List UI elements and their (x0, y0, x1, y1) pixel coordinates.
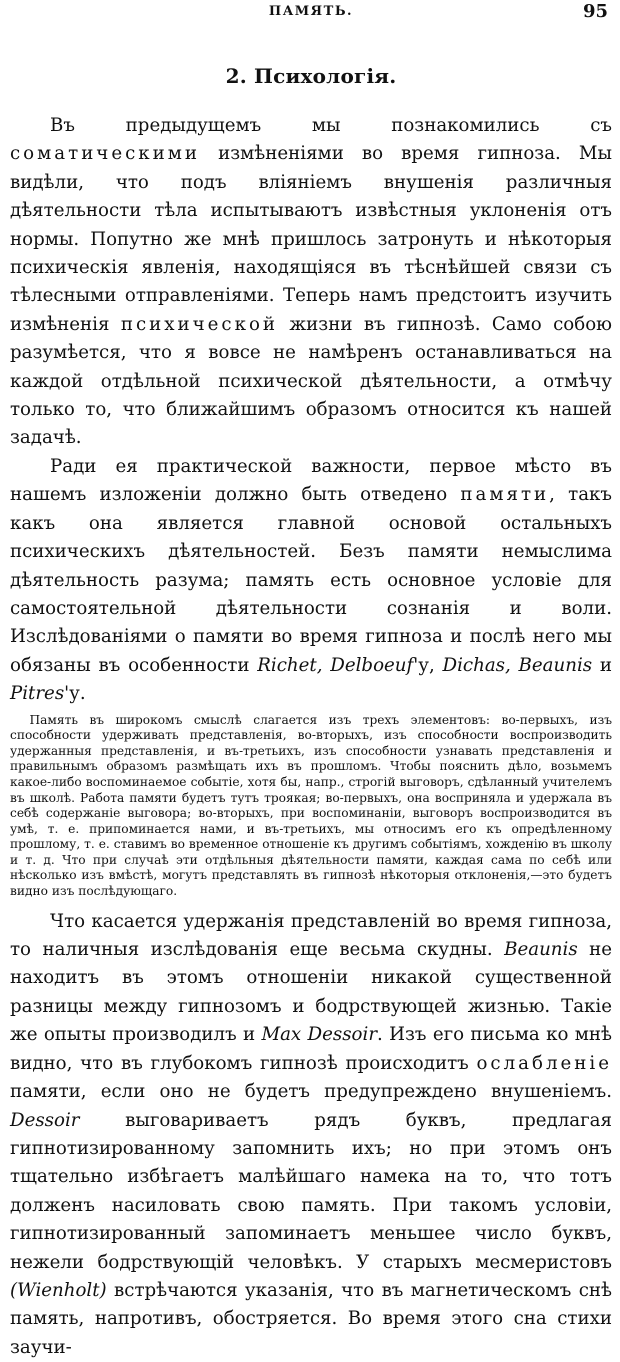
author-name: (Wienholt) (10, 1279, 107, 1301)
author-name: Beaunis (504, 939, 578, 961)
text-run: выговариваетъ рядъ буквъ, предлагая гипнотизированному запомнить ихъ; но при этомъ онъ тщательно избѣгаетъ малѣйшаго намека на то, что тотъ долженъ насиловать свою память. При такомъ условіи, гипнотизированный запоминаетъ меньшее число буквъ, нежели бодрствующій человѣкъ. У старыхъ месмеристовъ (10, 1109, 612, 1273)
emphasis-psychic: психической (120, 313, 279, 335)
text-run: Ради ея практической важности, первое мѣсто въ нашемъ изложеніи должно быть отведено (10, 455, 612, 506)
section-heading: 2. Психологія. (225, 64, 397, 88)
running-title: ПАМЯТЬ. (268, 4, 354, 19)
author-name: Dessoir (10, 1109, 80, 1131)
paragraph-retention (10, 908, 612, 1362)
emphasis-weakening: ослабленіе (476, 1052, 612, 1074)
emphasis-memory: памяти (460, 484, 550, 506)
text-run: 'у, (413, 654, 443, 676)
text-run: не находитъ въ этомъ отношеніи никакой существенной разницы между гипнозомъ и бодрствующей жизнью. Такіе же опыты производилъ и (10, 939, 612, 1046)
text-run: жизни въ гипнозѣ. Само собою разумѣется, что я вовсе не намѣренъ останавливаться на каждой отдѣльной психической дѣятельности, а отмѣчу только то, что ближайшимъ образомъ относится къ нашей задачѣ. (10, 313, 612, 449)
paragraph-memory (10, 453, 612, 709)
text-run: . Изъ его письма ко мнѣ видно, что въ глубокомъ гипнозѣ происходитъ (10, 1024, 612, 1074)
running-head (10, 0, 612, 34)
text-run: Что касается удержанія представленій во время гипноза, то наличныя изслѣдованія еще весьма скудны. (10, 910, 612, 961)
author-name: Pitres (10, 683, 65, 705)
text-run: встрѣчаются указанія, что въ магнетическомъ снѣ память, напротивъ, обостряется. Во время этого сна стихи заучи- (10, 1279, 612, 1358)
author-name: Max Dessoir (261, 1024, 378, 1046)
text-run: 'у. (64, 683, 86, 705)
text-run: Въ предыдущемъ мы познакомились съ (50, 115, 612, 136)
text-run: памяти, если оно не будетъ предупреждено внушеніемъ. (10, 1081, 612, 1103)
text-run: измѣненіями во время гипноза. Мы видѣли, что подъ вліяніемъ внушенія различныя дѣятельности тѣла испытываютъ извѣстныя уклоненія отъ нормы. Попутно же мнѣ пришлось затронуть и нѣкоторыя психическія явленія, находящіяся въ тѣснѣйшей связи съ тѣлесными отправленіями. Теперь намъ предстоитъ изучить измѣненія (10, 143, 612, 335)
page-number: 95 (582, 1, 608, 22)
author-names: Richet, Delboeuf (257, 654, 414, 676)
text-run: и (592, 654, 613, 676)
paragraph-somatic-changes (10, 112, 612, 453)
emphasis-somatic: соматическими (10, 143, 201, 165)
text-run: , такъ какъ она является главной основой остальныхъ психическихъ дѣятельностей. Безъ памяти немыслима дѣятельность разума; память есть основное условіе для самостоятельной дѣятельности сознанія и воли. Изслѣдованіями о памяти во время гипноза и послѣ него мы обязаны въ особенности (10, 484, 612, 676)
author-names: Dichas, Beaunis (442, 654, 593, 676)
small-print-note: Память въ широкомъ смыслѣ слагается изъ трехъ элементовъ: во-первыхъ, изъ способности удерживать представленія, во-вторыхъ, изъ способности воспроизводить удержанныя представленія, и въ-третьихъ, изъ способности узнавать представленія и правильнымъ образомъ размѣщать ихъ въ прошломъ. Чтобы пояснить дѣло, возьмемъ какое-либо воспоминаемое событіе, хотя бы, напр., строгій выговоръ, сдѣланный учителемъ въ школѣ. Работа памяти будетъ тутъ троякая; во-первыхъ, она восприняла и удержала въ себѣ содержаніе выговора; во-вторыхъ, при воспоминаніи, выговоръ воспроизводится въ умѣ, т. е. припоминается нами, и въ-третьихъ, мы относимъ его къ опредѣленному прошлому, т. е. ставимъ во временное отношеніе къ другимъ событіямъ, хожденію въ школу и т. д. Что при случаѣ эти отдѣльныя дѣятельности памяти, каждая сама по себѣ или нѣсколько изъ вмѣстѣ, могутъ представлять въ гипнозѣ нѣкоторыя отклоненія,—это будетъ видно изъ послѣдующаго. (10, 712, 612, 899)
